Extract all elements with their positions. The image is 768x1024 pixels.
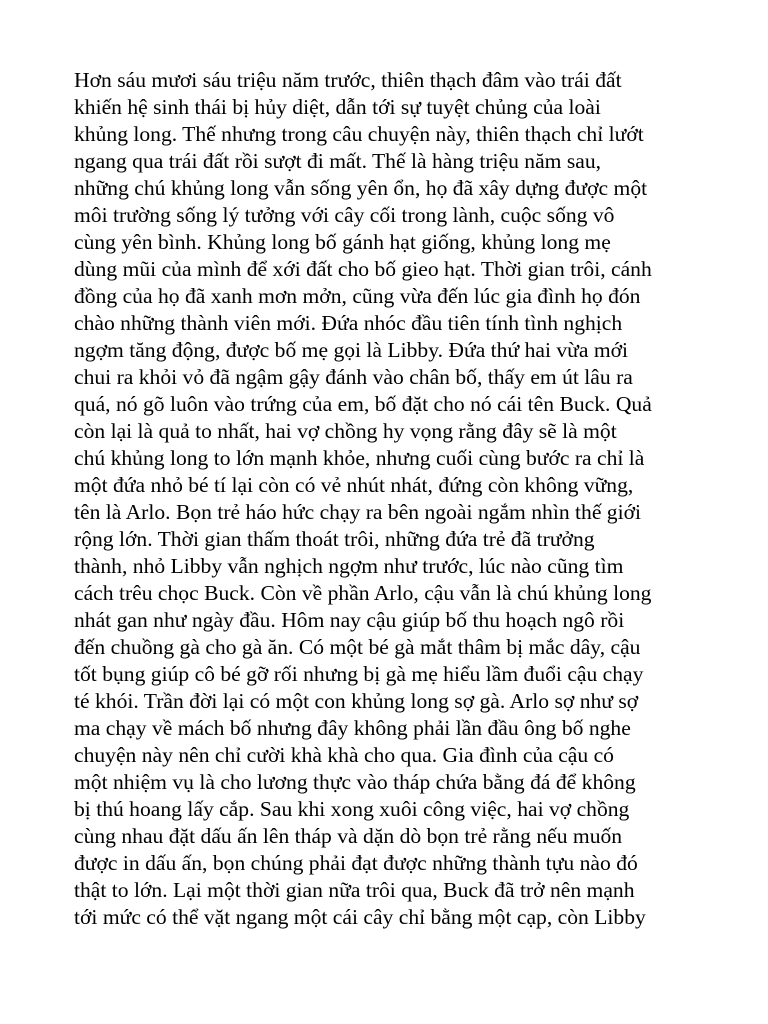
text-line: tên là Arlo. Bọn trẻ háo hức chạy ra bên ngoài ngắm nhìn thế giới bbox=[74, 500, 642, 524]
text-line: một đứa nhỏ bé tí lại còn có vẻ nhút nhát, đứng còn không vững, bbox=[74, 473, 634, 497]
text-line: dùng mũi của mình để xới đất cho bố gieo hạt. Thời gian trôi, cánh bbox=[74, 257, 652, 281]
text-line: nhát gan như ngày đầu. Hôm nay cậu giúp bố thu hoạch ngô rồi bbox=[74, 608, 625, 632]
text-line: những chú khủng long vẫn sống yên ổn, họ đã xây dựng được một bbox=[74, 176, 648, 200]
text-line: đồng của họ đã xanh mơn mởn, cũng vừa đến lúc gia đình họ đón bbox=[74, 284, 641, 308]
text-line: thành, nhỏ Libby vẫn nghịch ngợm như trước, lúc nào cũng tìm bbox=[74, 554, 624, 578]
text-line: ma chạy về mách bố nhưng đây không phải lần đầu ông bố nghe bbox=[74, 716, 631, 740]
text-line: tốt bụng giúp cô bé gỡ rối nhưng bị gà mẹ hiểu lầm đuổi cậu chạy bbox=[74, 662, 644, 686]
text-line: được in dấu ấn, bọn chúng phải đạt được những thành tựu nào đó bbox=[74, 851, 638, 875]
body-text bbox=[74, 67, 699, 931]
text-line: khiến hệ sinh thái bị hủy diệt, dẫn tới sự tuyệt chủng của loài bbox=[74, 95, 601, 119]
text-line: chuyện này nên chỉ cười khà khà cho qua. Gia đình của cậu có bbox=[74, 743, 614, 767]
text-line: chui ra khỏi vỏ đã ngậm gậy đánh vào chân bố, thấy em út lâu ra bbox=[74, 365, 633, 389]
text-line: tới mức có thể vặt ngang một cái cây chỉ bằng một cạp, còn Libby bbox=[74, 905, 646, 929]
text-line: cùng nhau đặt dấu ấn lên tháp và dặn dò bọn trẻ rằng nếu muốn bbox=[74, 824, 623, 848]
text-line: ngang qua trái đất rồi sượt đi mất. Thế là hàng triệu năm sau, bbox=[74, 149, 602, 173]
text-line: té khói. Trần đời lại có một con khủng long sợ gà. Arlo sợ như sợ bbox=[74, 689, 639, 713]
text-line: quá, nó gõ luôn vào trứng của em, bố đặt cho nó cái tên Buck. Quả bbox=[74, 392, 652, 416]
text-line: cách trêu chọc Buck. Còn về phần Arlo, cậu vẫn là chú khủng long bbox=[74, 581, 652, 605]
text-line: cùng yên bình. Khủng long bố gánh hạt giống, khủng long mẹ bbox=[74, 230, 611, 254]
text-line: ngợm tăng động, được bố mẹ gọi là Libby. Đứa thứ hai vừa mới bbox=[74, 338, 629, 362]
text-line: Hơn sáu mươi sáu triệu năm trước, thiên thạch đâm vào trái đất bbox=[74, 68, 622, 92]
text-line: chào những thành viên mới. Đứa nhóc đầu tiên tính tình nghịch bbox=[74, 311, 623, 335]
text-line: một nhiệm vụ là cho lương thực vào tháp chứa bằng đá để không bbox=[74, 770, 636, 794]
text-line: rộng lớn. Thời gian thấm thoát trôi, những đứa trẻ đã trưởng bbox=[74, 527, 595, 551]
text-line: môi trường sống lý tưởng với cây cối trong lành, cuộc sống vô bbox=[74, 203, 615, 227]
text-line: khủng long. Thế nhưng trong câu chuyện này, thiên thạch chỉ lướt bbox=[74, 122, 644, 146]
text-line: bị thú hoang lấy cắp. Sau khi xong xuôi công việc, hai vợ chồng bbox=[74, 797, 630, 821]
text-line: chú khủng long to lớn mạnh khỏe, nhưng cuối cùng bước ra chỉ là bbox=[74, 446, 645, 470]
text-line: thật to lớn. Lại một thời gian nữa trôi qua, Buck đã trở nên mạnh bbox=[74, 878, 635, 902]
text-line: còn lại là quả to nhất, hai vợ chồng hy vọng rằng đây sẽ là một bbox=[74, 419, 617, 443]
text-line: đến chuồng gà cho gà ăn. Có một bé gà mắt thâm bị mắc dây, cậu bbox=[74, 635, 641, 659]
